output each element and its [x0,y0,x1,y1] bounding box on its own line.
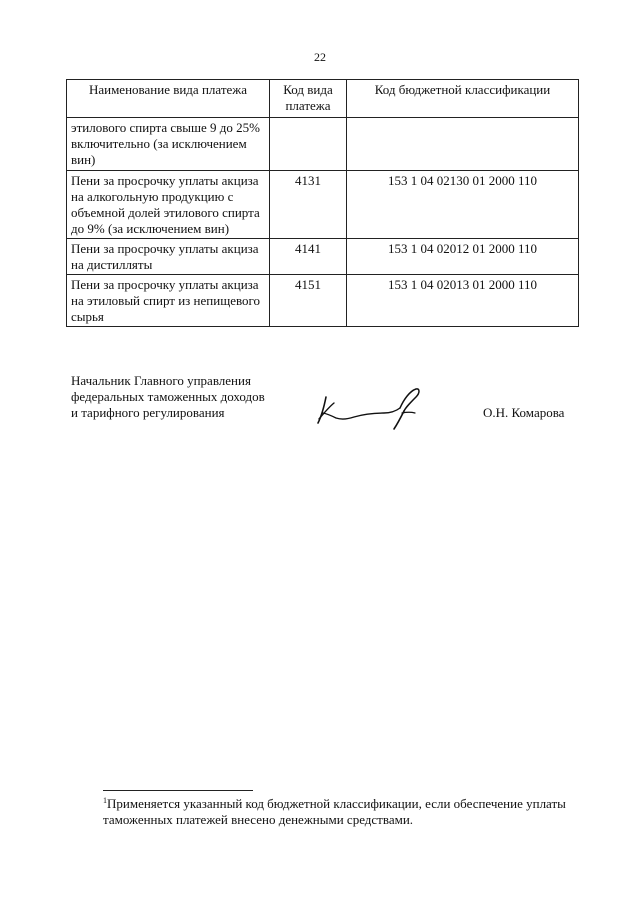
budget-code-cell: 153 1 04 02013 01 2000 110 [347,275,579,327]
footnote-text: Применяется указанный код бюджетной классификации, если обеспечение уплаты таможенных платежей внесено денежными средствами. [103,796,566,827]
payment-name-cell: Пени за просрочку уплаты акциза на дистилляты [67,239,270,275]
payment-name-cell: Пени за просрочку уплаты акциза на этиловый спирт из непищевого сырья [67,275,270,327]
footnote [103,796,593,828]
payment-code-cell [270,118,347,171]
signatory-title-line: Начальник Главного управления [71,373,251,388]
table-row [67,275,579,327]
payment-codes-table [66,79,579,327]
table-row [67,239,579,275]
signatory-name: О.Н. Комарова [483,405,565,420]
header-payment-code: Код вида платежа [270,80,347,118]
table-row [67,118,579,171]
payment-name-cell: этилового спирта свыше 9 до 25% включительно (за исключением вин) [67,118,270,171]
table-row [67,171,579,239]
header-payment-name: Наименование вида платежа [67,80,270,118]
payment-name-cell: Пени за просрочку уплаты акциза на алкогольную продукцию с объемной долей этилового спирта до 9% (за исключением вин) [67,171,270,239]
signatory-title-line: и тарифного регулирования [71,405,225,420]
footnote-marker: 1 [103,796,107,805]
page-number: 22 [314,50,326,64]
signatory-title-line: федеральных таможенных доходов [71,389,265,404]
payment-code-cell: 4151 [270,275,347,327]
signatory-title [71,373,265,421]
payment-code-cell: 4131 [270,171,347,239]
handwritten-signature [312,383,430,435]
footnote-divider [103,790,253,791]
budget-code-cell [347,118,579,171]
table-header-row [67,80,579,118]
header-budget-code: Код бюджетной классификации [347,80,579,118]
payment-code-cell: 4141 [270,239,347,275]
budget-code-cell: 153 1 04 02012 01 2000 110 [347,239,579,275]
budget-code-cell: 153 1 04 02130 01 2000 110 [347,171,579,239]
